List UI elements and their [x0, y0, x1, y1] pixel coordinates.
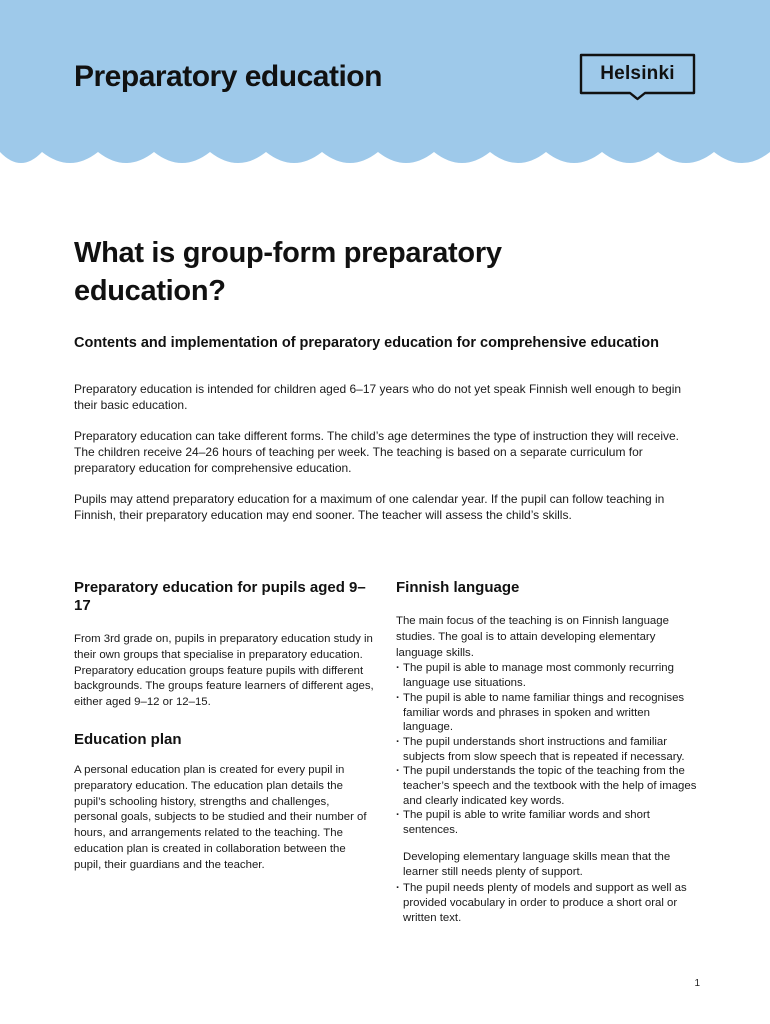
intro-paragraph: Preparatory education is intended for children aged 6–17 years who do not yet speak Finnish well enough to begin their basic education. — [74, 382, 682, 412]
finnish-language-intro: The main focus of the teaching is on Finnish language studies. The goal is to attain developing elementary language skills. — [396, 615, 669, 659]
main-heading: What is group-form preparatory education? — [74, 237, 502, 307]
skills-list — [396, 661, 698, 837]
intro-paragraph: Pupils may attend preparatory education for a maximum of one calendar year. If the pupil can follow teaching in Finnish, their preparatory education may end sooner. The teacher will assess the child’s skills. — [74, 492, 665, 522]
section-heading-finnish-language: Finnish language — [396, 579, 520, 596]
section-heading-education-plan: Education plan — [74, 730, 182, 748]
right-column — [396, 579, 698, 925]
section-text-pupils-9-17: From 3rd grade on, pupils in preparatory education study in their own groups that specialise in preparatory education. Preparatory education groups feature pupils with different backgrounds. The groups feature learners of different ages, either aged 9–12 or 12–15. — [74, 633, 374, 709]
section-heading-pupils-9-17: Preparatory education for pupils aged 9–17 — [74, 579, 366, 614]
logo-text: Helsinki — [600, 63, 675, 84]
intro-paragraph: Preparatory education can take different forms. The child’s age determines the type of instruction they will receive. The children receive 24–26 hours of teaching per week. The teaching is based on a separate curriculum for preparatory education for comprehensive education. — [74, 429, 679, 475]
list-item: · The pupil is able to manage most commonly recurring language use situations. — [396, 661, 698, 690]
support-list — [396, 881, 698, 925]
section-text-education-plan: A personal education plan is created for every pupil in preparatory education. The education plan details the pupil’s schooling history, strengths and challenges, personal goals, subjects to be studied and their number of hours, and arrangements related to the teaching. The education plan is created in collaboration between the pupil, their guardians and the teacher. — [74, 763, 367, 871]
helsinki-logo — [579, 53, 696, 101]
list-item: · The pupil understands short instructions and familiar subjects from slow speech that is repeated if necessary. — [396, 735, 698, 764]
support-note: Developing elementary language skills mean that the learner still needs plenty of support. — [403, 850, 671, 878]
intro-section — [74, 381, 694, 538]
list-item: · The pupil understands the topic of the teaching from the teacher’s speech and the textbook with the help of images and clearly indicated key words. — [396, 764, 698, 808]
page-number: 1 — [694, 978, 700, 989]
list-item: · The pupil is able to name familiar things and recognises familiar words and phrases in spoken and written language. — [396, 691, 698, 735]
section-subheading: Contents and implementation of preparatory education for comprehensive education — [74, 335, 659, 351]
list-item: · The pupil is able to write familiar words and short sentences. — [396, 808, 698, 837]
document-title: Preparatory education — [74, 60, 382, 93]
left-column — [74, 579, 376, 874]
list-item: · The pupil needs plenty of models and support as well as provided vocabulary in order to produce a short oral or written text. — [396, 881, 698, 925]
